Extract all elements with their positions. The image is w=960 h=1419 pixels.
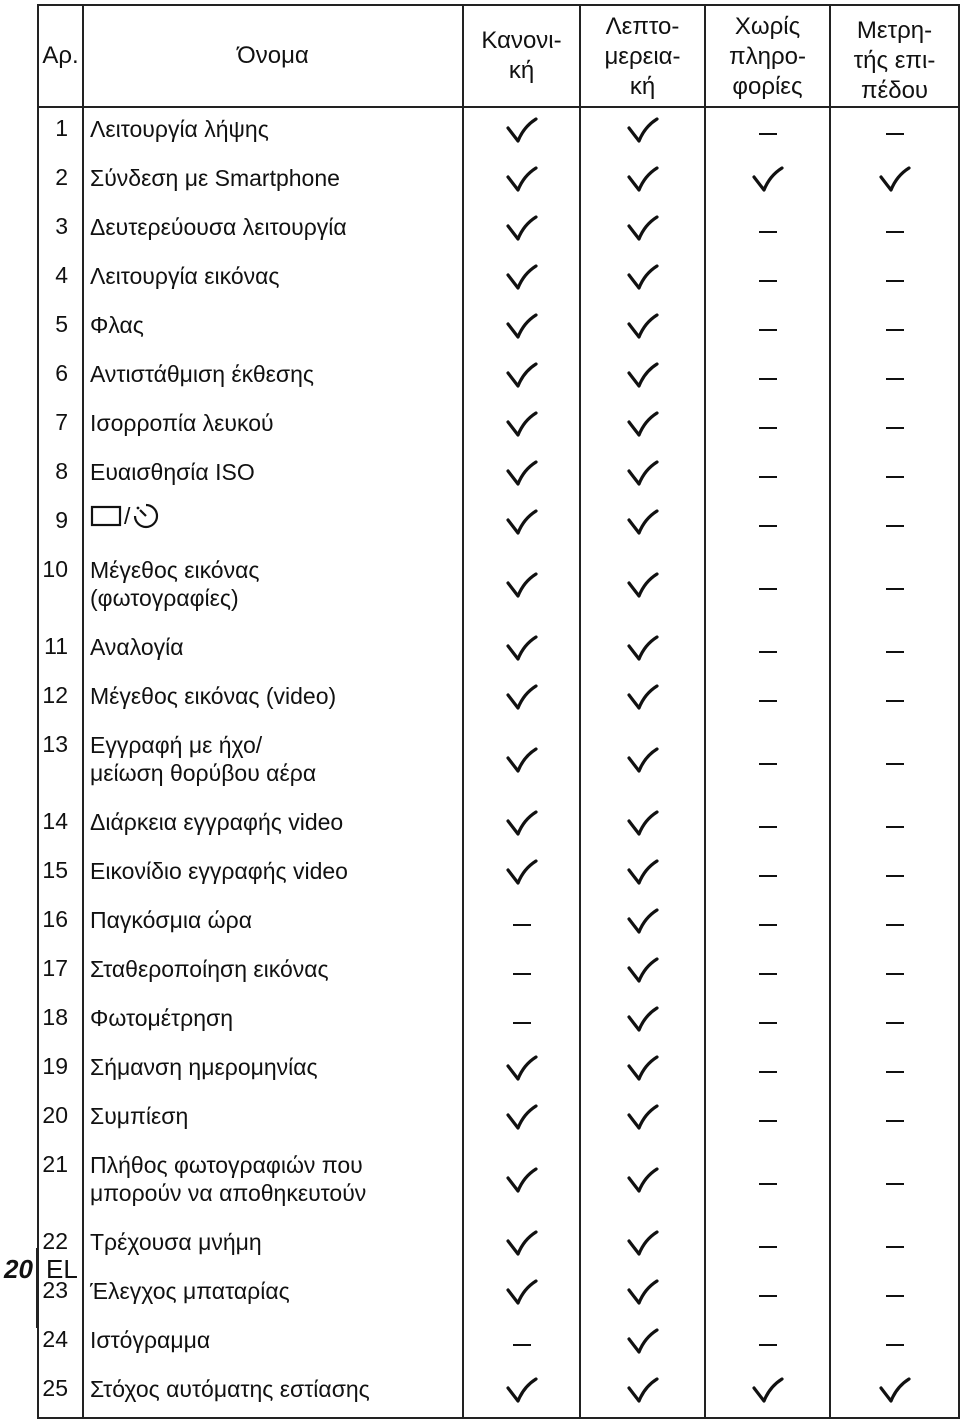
table-row [38,402,959,451]
check-icon [463,675,580,724]
check-icon [580,1221,705,1270]
row-name: Παγκόσμια ώρα [83,899,463,948]
check-icon [463,724,580,801]
check-icon [463,451,580,500]
dash-icon [830,948,959,997]
check-icon [463,1368,580,1418]
row-number: 2 [38,157,83,206]
check-icon [580,850,705,899]
dash-icon [830,899,959,948]
check-icon [580,1144,705,1221]
dash-icon [830,1319,959,1368]
dash-icon [830,402,959,451]
dash-icon [830,1270,959,1319]
row-name: Εγγραφή με ήχο/ μείωση θορύβου αέρα [83,724,463,801]
check-icon [705,1368,830,1418]
row-name: Μέγεθος εικόνας (video) [83,675,463,724]
row-name: Λειτουργία λήψης [83,107,463,157]
dash-icon [705,1319,830,1368]
row-number: 6 [38,353,83,402]
dash-icon [830,626,959,675]
dash-icon [705,675,830,724]
table-row [38,255,959,304]
dash-icon [830,206,959,255]
dash-icon [830,451,959,500]
dash-icon [705,451,830,500]
row-name: Σήμανση ημερομηνίας [83,1046,463,1095]
check-icon [463,626,580,675]
row-name: Φλας [83,304,463,353]
table-row [38,899,959,948]
dash-icon [830,107,959,157]
header-name: Όνομα [83,5,463,107]
dash-icon [705,626,830,675]
header-normal: Κανονι- κή [463,5,580,107]
row-number: 12 [38,675,83,724]
dash-icon [830,801,959,850]
check-icon [580,948,705,997]
dash-icon [705,402,830,451]
check-icon [580,157,705,206]
check-icon [580,801,705,850]
check-icon [580,304,705,353]
check-icon [463,1270,580,1319]
table-row [38,157,959,206]
dash-icon [463,1319,580,1368]
row-name: Λειτουργία εικόνας [83,255,463,304]
row-number: 17 [38,948,83,997]
row-number: 3 [38,206,83,255]
row-name: Φωτομέτρηση [83,997,463,1046]
check-icon [463,1095,580,1144]
row-number: 4 [38,255,83,304]
row-number: 21 [38,1144,83,1221]
dash-icon [705,850,830,899]
check-icon [463,500,580,549]
row-number: 7 [38,402,83,451]
row-name: Ιστόγραμμα [83,1319,463,1368]
table-row [38,206,959,255]
dash-icon [830,549,959,626]
row-number: 13 [38,724,83,801]
dash-icon [830,1144,959,1221]
dash-icon [463,997,580,1046]
row-name: / [83,500,463,549]
dash-icon [463,899,580,948]
table-row [38,1221,959,1270]
row-name: Στόχος αυτόματης εστίασης [83,1368,463,1418]
check-icon [463,353,580,402]
header-level-meter: Μετρη- τής επι- πέδου [830,5,959,107]
row-number: 24 [38,1319,83,1368]
check-icon [705,157,830,206]
page-number: 20 [4,1254,33,1284]
row-name: Αναλογία [83,626,463,675]
table-row [38,1319,959,1368]
table-row [38,1095,959,1144]
dash-icon [830,304,959,353]
table-row [38,107,959,157]
row-name: Μέγεθος εικόνας (φωτογραφίες) [83,549,463,626]
row-name: Αντιστάθμιση έκθεσης [83,353,463,402]
check-icon [580,1368,705,1418]
row-number: 19 [38,1046,83,1095]
dash-icon [830,255,959,304]
check-icon [463,1221,580,1270]
row-number: 11 [38,626,83,675]
check-icon [580,1095,705,1144]
table-row [38,1368,959,1418]
check-icon [463,206,580,255]
check-icon [463,801,580,850]
check-icon [463,549,580,626]
table-row [38,1270,959,1319]
check-icon [580,724,705,801]
language-code: EL [46,1254,78,1284]
row-number: 10 [38,549,83,626]
check-icon [580,626,705,675]
row-number: 25 [38,1368,83,1418]
table-row [38,850,959,899]
row-name: Συμπίεση [83,1095,463,1144]
row-number: 16 [38,899,83,948]
dash-icon [705,206,830,255]
dash-icon [830,500,959,549]
check-icon [580,1046,705,1095]
row-name: Εικονίδιο εγγραφής video [83,850,463,899]
dash-icon [705,1095,830,1144]
row-number: 5 [38,304,83,353]
row-number: 8 [38,451,83,500]
dash-icon [830,1095,959,1144]
check-icon [463,1144,580,1221]
check-icon [830,1368,959,1418]
check-icon [580,1319,705,1368]
row-name: Δευτερεύουσα λειτουργία [83,206,463,255]
row-name: Έλεγχος μπαταρίας [83,1270,463,1319]
table-row [38,1144,959,1221]
table-row [38,304,959,353]
row-name: Σύνδεση με Smartphone [83,157,463,206]
check-icon [580,107,705,157]
row-number: 15 [38,850,83,899]
dash-icon [705,500,830,549]
self-timer-icon [132,502,160,530]
check-icon [463,255,580,304]
check-icon [580,353,705,402]
footer-divider [36,1248,38,1328]
check-icon [580,206,705,255]
dash-icon [463,948,580,997]
single-frame-icon [90,503,122,529]
row-number: 1 [38,107,83,157]
check-icon [580,402,705,451]
table-row [38,801,959,850]
table-row [38,353,959,402]
dash-icon [705,255,830,304]
table-row [38,549,959,626]
dash-icon [705,1144,830,1221]
row-name: Τρέχουσα μνήμη [83,1221,463,1270]
dash-icon [705,801,830,850]
dash-icon [705,724,830,801]
dash-icon [705,948,830,997]
header-detailed: Λεπτο- μερεια- κή [580,5,705,107]
check-icon [580,675,705,724]
check-icon [580,500,705,549]
dash-icon [705,107,830,157]
dash-icon [830,1221,959,1270]
check-icon [580,1270,705,1319]
check-icon [830,157,959,206]
check-icon [463,1046,580,1095]
dash-icon [830,724,959,801]
table-row [38,724,959,801]
row-number: 9 [38,500,83,549]
row-number: 22 [38,1221,83,1270]
row-number: 20 [38,1095,83,1144]
row-name: Ισορροπία λευκού [83,402,463,451]
table-row [38,500,959,549]
table-row [38,1046,959,1095]
check-icon [463,850,580,899]
dash-icon [705,549,830,626]
header-no-info: Χωρίς πληρο- φορίες [705,5,830,107]
dash-icon [705,1221,830,1270]
table-row [38,997,959,1046]
dash-icon [705,353,830,402]
check-icon [580,899,705,948]
check-icon [463,157,580,206]
table-row [38,675,959,724]
dash-icon [830,997,959,1046]
check-icon [580,549,705,626]
row-number: 23 [38,1270,83,1319]
table-row [38,626,959,675]
table-row [38,948,959,997]
row-name: Διάρκεια εγγραφής video [83,801,463,850]
dash-icon [705,899,830,948]
check-icon [463,304,580,353]
dash-icon [705,304,830,353]
check-icon [580,997,705,1046]
dash-icon [830,1046,959,1095]
check-icon [580,255,705,304]
settings-table [37,4,960,1419]
dash-icon [830,353,959,402]
dash-icon [705,1270,830,1319]
dash-icon [830,850,959,899]
row-name: Ευαισθησία ISO [83,451,463,500]
row-number: 18 [38,997,83,1046]
dash-icon [830,675,959,724]
header-number: Αρ. [38,5,83,107]
row-name: Πλήθος φωτογραφιών που μπορούν να αποθηκευτούν [83,1144,463,1221]
dash-icon [705,997,830,1046]
check-icon [463,402,580,451]
check-icon [463,107,580,157]
table-row [38,451,959,500]
row-number: 14 [38,801,83,850]
check-icon [580,451,705,500]
row-name: Σταθεροποίηση εικόνας [83,948,463,997]
dash-icon [705,1046,830,1095]
